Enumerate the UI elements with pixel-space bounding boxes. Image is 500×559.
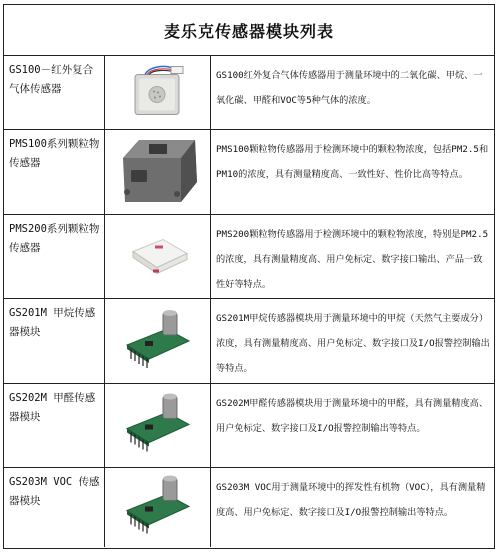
- product-image: [105, 468, 211, 547]
- gs201m-module-icon: [105, 299, 211, 383]
- product-image: [105, 56, 211, 129]
- gs100-module-icon: [105, 56, 211, 129]
- product-name: GS201M 甲烷传感器模块: [4, 299, 105, 383]
- product-description: GS202M甲醛传感器模块用于测量环境中的甲醛，具有测量精度高、用户免标定、数字接口及I/O报警控制输出等特点。: [216, 398, 489, 434]
- product-image: [105, 130, 211, 214]
- gs203m-module-icon: [105, 468, 211, 547]
- gs202m-module-icon: [105, 384, 211, 467]
- product-description: GS201M甲烷传感器模块用于测量环境中的甲烷（天然气主要成分）浓度，具有测量精度高、用户免标定、数字接口及I/O报警控制输出等特点。: [216, 313, 490, 374]
- product-name: GS203M VOC 传感器模块: [4, 468, 105, 547]
- sensor-table: [3, 4, 495, 549]
- product-description: GS203M VOC用于测量环境中的挥发性有机物（VOC），具有测量精度高、用户免标定、数字接口及I/O报警控制输出等特点。: [216, 482, 486, 518]
- product-image: [105, 215, 211, 298]
- pms200-sensor-icon: [105, 215, 211, 298]
- product-image: [105, 299, 211, 383]
- product-description: GS100红外复合气体传感器用于测量环境中的二氧化碳、甲烷、一氧化碳、甲醛和VOC等5种气体的浓度。: [216, 70, 483, 106]
- product-name: PMS200系列颗粒物传感器: [4, 215, 105, 298]
- table-row: [4, 130, 494, 215]
- product-name: PMS100系列颗粒物传感器: [4, 130, 105, 214]
- product-description: PMS100颗粒物传感器用于检测环境中的颗粒物浓度，包括PM2.5和PM10的浓度，具有测量精度高、一致性好、性价比高等特点。: [216, 144, 489, 180]
- product-name: GS202M 甲醛传感器模块: [4, 384, 105, 467]
- table-title: 麦乐克传感器模块列表: [4, 5, 494, 56]
- product-image: [105, 384, 211, 467]
- table-row: [4, 299, 494, 384]
- product-description: PMS200颗粒物传感器用于检测环境中的颗粒物浓度，特别是PM2.5的浓度，具有测量精度高、用户免标定、数字接口输出、产品一致性好等特点。: [216, 229, 489, 290]
- table-row: [4, 56, 494, 130]
- table-row: [4, 468, 494, 547]
- table-row: [4, 215, 494, 299]
- table-row: [4, 384, 494, 468]
- product-name: GS100－红外复合气体传感器: [4, 56, 105, 129]
- pms100-sensor-icon: [105, 130, 211, 214]
